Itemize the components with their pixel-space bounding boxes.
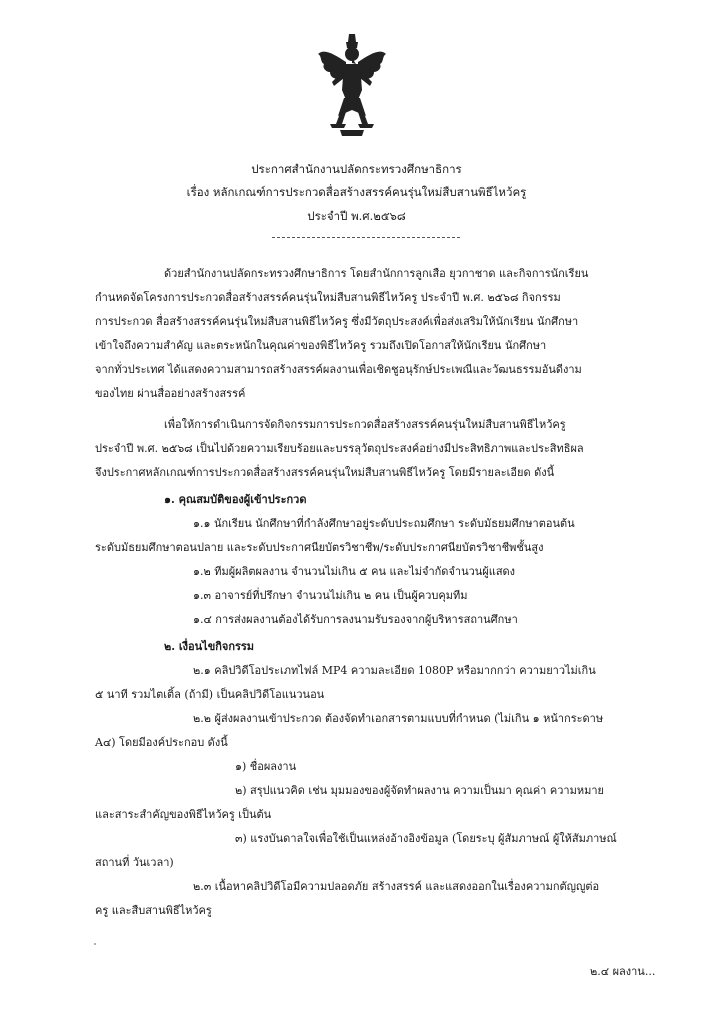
section2-subitem: ๑) ชื่อผลงาน [235,760,297,773]
intro-p1-line: กำนหดจัดโครงการประกวดสื่อสร้างสรรค์คนรุ่นใหม่สืบสานพิธีไหว้ครู ประจำปี พ.ศ. ๒๕๖๘ กิจกรรม [95,291,561,304]
intro-p2-line: ประจำปี พ.ศ. ๒๕๖๘ เป็นไปด้วยความเรียบร้อยและบรรลุวัตถุประสงค์อย่างมีประสิทธิภาพและประสิทธิผล [95,442,584,455]
announcement-year: ประจำปี พ.ศ.๒๕๖๘ [307,209,406,223]
scan-speck [94,943,96,945]
section1-line: ๑.๔ การส่งผลงานต้องได้รับการลงนามรับรองจากผู้บริหารสถานศึกษา [193,613,518,626]
section2-line: ๒.๒ ผู้ส่งผลงานเข้าประกวด ต้องจัดทำเอกสารตามแบบที่กำหนด (ไม่เกิน ๑ หน้ากระดาษ [193,712,604,725]
section2-heading: ๒. เงื่อนไขกิจกรรม [164,640,255,653]
page-continuation: ๒.๔ ผลงาน... [590,965,656,978]
header-divider [272,237,460,238]
intro-p2-line: เพื่อให้การดำเนินการจัดกิจกรรมการประกวดสื่อสร้างสรรค์คนรุ่นใหม่สืบสานพิธีไหว้ครู [164,418,566,431]
intro-p2-line: จึงประกาศหลักเกณฑ์การประกวดสื่อสร้างสรรค์คนรุ่นใหม่สืบสานพิธีไหว้ครู โดยมีรายละเอียด ดังนี้ [95,466,555,479]
section2-line: และสาระสำคัญของพิธีไหว้ครู เป็นต้น [95,808,272,821]
section2-line: ครู และสืบสานพิธีไหว้ครู [95,904,212,917]
garuda-emblem-icon [316,32,388,138]
section2-line: A๔) โดยมีองค์ประกอบ ดังนี้ [95,736,228,749]
section2-line: ๕ นาที รวมไตเติ้ล (ถ้ามี) เป็นคลิปวิดีโอแนวนอน [95,688,325,701]
section1-line: ระดับมัธยมศึกษาตอนปลาย และระดับประกาศนียบัตรวิชาชีพ/ระดับประกาศนียบัตรวิชาชีพชั้นสูง [95,541,544,554]
section2-subitem: ๒) สรุปแนวคิด เช่น มุมมองของผู้จัดทำผลงาน ความเป็นมา คุณค่า ความหมาย [235,784,604,797]
section1-heading: ๑. คุณสมบัติของผู้เข้าประกวด [164,493,307,506]
intro-p1-line: ด้วยสำนักงานปลัดกระทรวงศึกษาธิการ โดยสำนักการลูกเสือ ยุวกาชาด และกิจการนักเรียน [164,267,589,280]
section2-line: ๒.๓ เนื้อหาคลิปวิดีโอมีความปลอดภัย สร้างสรรค์ และแสดงออกในเรื่องความกตัญญูต่อ [193,880,600,893]
section1-line: ๑.๑ นักเรียน นักศึกษาที่กำลังศึกษาอยู่ระดับประถมศึกษา ระดับมัธยมศึกษาตอนต้น [193,517,575,530]
section2-line: ๒.๑ คลิปวิดีโอประเภทไฟล์ MP4 ความละเอียด 1080P หรือมากกว่า ความยาวไม่เกิน [193,664,596,677]
announcement-subject: เรื่อง หลักเกณฑ์การประกวดสื่อสร้างสรรค์คนรุ่นใหม่สืบสานพิธีไหว้ครู [186,185,527,199]
section2-line: สถานที่ วันเวลา) [95,856,174,869]
section1-line: ๑.๓ อาจารย์ที่ปรึกษา จำนวนไม่เกิน ๒ คน เป็นผู้ควบคุมทีม [193,589,468,602]
intro-p1-line: การประกวด สื่อสร้างสรรค์คนรุ่นใหม่สืบสานพิธีไหว้ครู ซึ่งมีวัตถุประสงค์เพื่อส่งเสริมให้นักเรียน นักศึกษา [95,315,579,328]
section1-line: ๑.๒ ทีมผู้ผลิตผลงาน จำนวนไม่เกิน ๕ คน และไม่จำกัดจำนวนผู้แสดง [193,565,516,578]
announcement-title: ประกาศสำนักงานปลัดกระทรวงศึกษาธิการ [251,162,462,176]
intro-p1-line: เข้าใจถึงความสำคัญ และตระหนักในคุณค่าของพิธีไหว้ครู รวมถึงเปิดโอกาสให้นักเรียน นักศึกษา [95,339,547,352]
intro-p1-line: ของไทย ผ่านสื่ออย่างสร้างสรรค์ [95,387,246,400]
section2-subitem: ๓) แรงบันดาลใจเพื่อใช้เป็นแหล่งอ้างอิงข้อมูล (โดยระบุ ผู้สัมภาษณ์ ผู้ให้สัมภาษณ์ [235,832,617,845]
intro-p1-line: จากทั่วประเทศ ได้แสดงความสามารถสร้างสรรค์ผลงานเพื่อเชิดชูอนุรักษ์ประเพณีและวัฒนธรรมอันดีงาม [95,363,582,376]
